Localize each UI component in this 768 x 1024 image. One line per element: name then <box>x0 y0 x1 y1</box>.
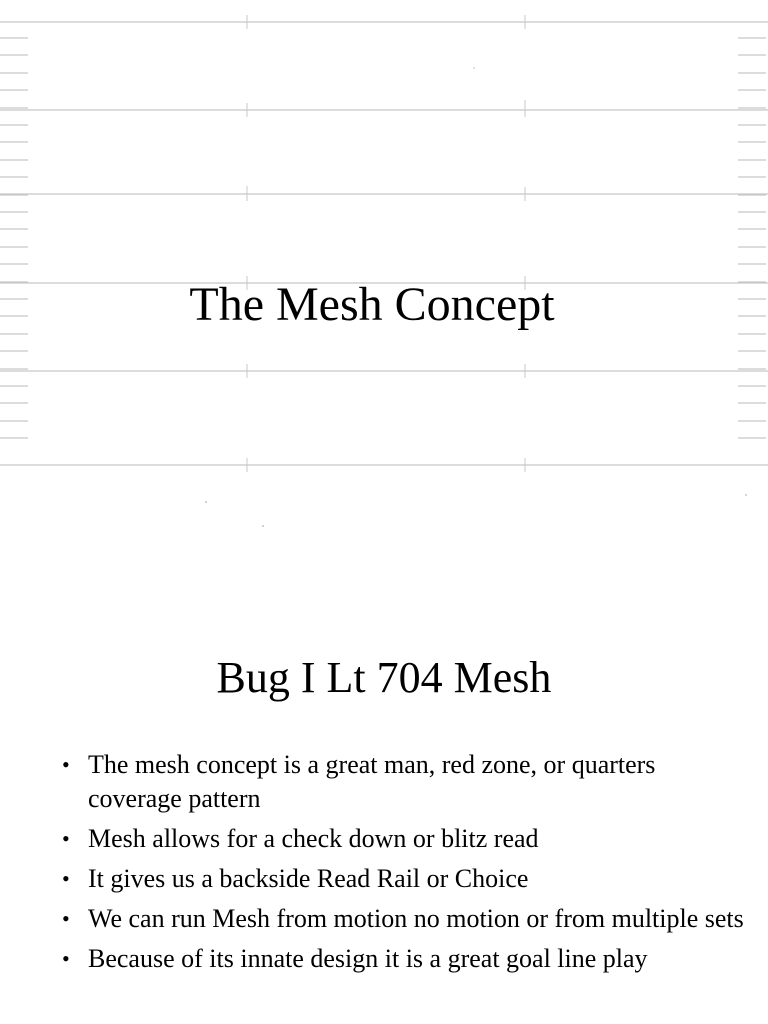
content-slide <box>0 640 768 1024</box>
bullet-text: Because of its innate design it is a great goal line play <box>88 944 648 973</box>
title-slide <box>0 0 768 470</box>
bullet-list <box>60 748 750 982</box>
yard-lines <box>0 22 768 465</box>
bullet-icon: • <box>62 752 70 777</box>
bullet-item <box>60 862 750 896</box>
hash-marks <box>247 15 525 472</box>
bullet-item <box>60 902 750 936</box>
bullet-icon: • <box>62 946 70 971</box>
bullet-icon: • <box>62 906 70 931</box>
bullet-text: We can run Mesh from motion no motion or from multiple sets <box>88 904 744 933</box>
slide-title: Bug I Lt 704 Mesh <box>216 653 552 702</box>
sideline-ticks <box>0 38 766 438</box>
bullet-item <box>60 748 750 816</box>
bullet-text: It gives us a backside Read Rail or Choice <box>88 864 529 893</box>
bullet-item <box>60 822 750 856</box>
bullet-text: Mesh allows for a check down or blitz read <box>88 824 539 853</box>
bullet-item <box>60 942 750 976</box>
slide-title: The Mesh Concept <box>189 278 555 331</box>
bullet-icon: • <box>62 826 70 851</box>
bullet-icon: • <box>62 866 70 891</box>
bullet-text: The mesh concept is a great man, red zone, or quarters coverage pattern <box>88 750 656 813</box>
